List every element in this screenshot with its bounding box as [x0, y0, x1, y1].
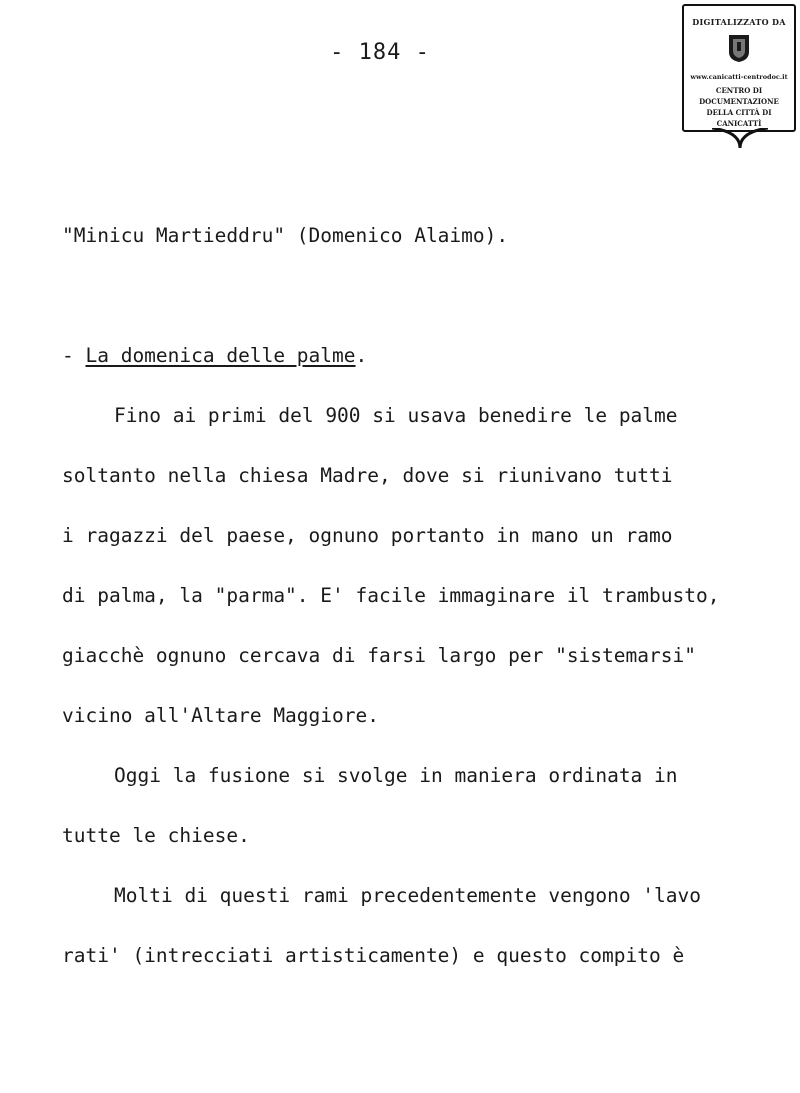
- crest-icon: [728, 33, 750, 63]
- stamp-top-text: DIGITALIZZATO DA: [692, 17, 786, 27]
- text-line-3: soltanto nella chiesa Madre, dove si riunivano tutti: [62, 464, 673, 487]
- digitization-stamp: [682, 4, 796, 132]
- text-line-2: Fino ai primi del 900 si usava benedire le palme: [114, 404, 678, 427]
- text-line-6: giacchè ognuno cercava di farsi largo per "sistemarsi": [62, 644, 696, 667]
- text-line-5: di palma, la "parma". E' facile immaginare il trambusto,: [62, 584, 720, 607]
- heading-dash: -: [62, 344, 86, 367]
- text-line-11: rati' (intrecciati artisticamente) e questo compito è: [62, 944, 685, 967]
- stamp-line-1: CENTRO DI DOCUMENTAZIONE: [699, 86, 779, 106]
- text-line-10: Molti di questi rami precedentemente vengono 'lavo: [114, 884, 701, 907]
- text-line-7: vicino all'Altare Maggiore.: [62, 704, 379, 727]
- heading-title: La domenica delle palme: [85, 344, 356, 367]
- heading-period: .: [355, 344, 368, 367]
- section-heading: [62, 344, 367, 368]
- text-line-4: i ragazzi del paese, ognuno portanto in mano un ramo: [62, 524, 673, 547]
- stamp-line-2: DELLA CITTÀ DI CANICATTÌ: [706, 108, 772, 128]
- text-line-9: tutte le chiese.: [62, 824, 250, 847]
- stamp-tail: [712, 128, 768, 150]
- text-line-1: "Minicu Martieddru" (Domenico Alaimo).: [62, 224, 509, 247]
- text-line-8: Oggi la fusione si svolge in maniera ordinata in: [114, 764, 678, 787]
- page-number: - 184 -: [330, 40, 430, 65]
- stamp-url: www.canicatti-centrodoc.it: [690, 73, 788, 81]
